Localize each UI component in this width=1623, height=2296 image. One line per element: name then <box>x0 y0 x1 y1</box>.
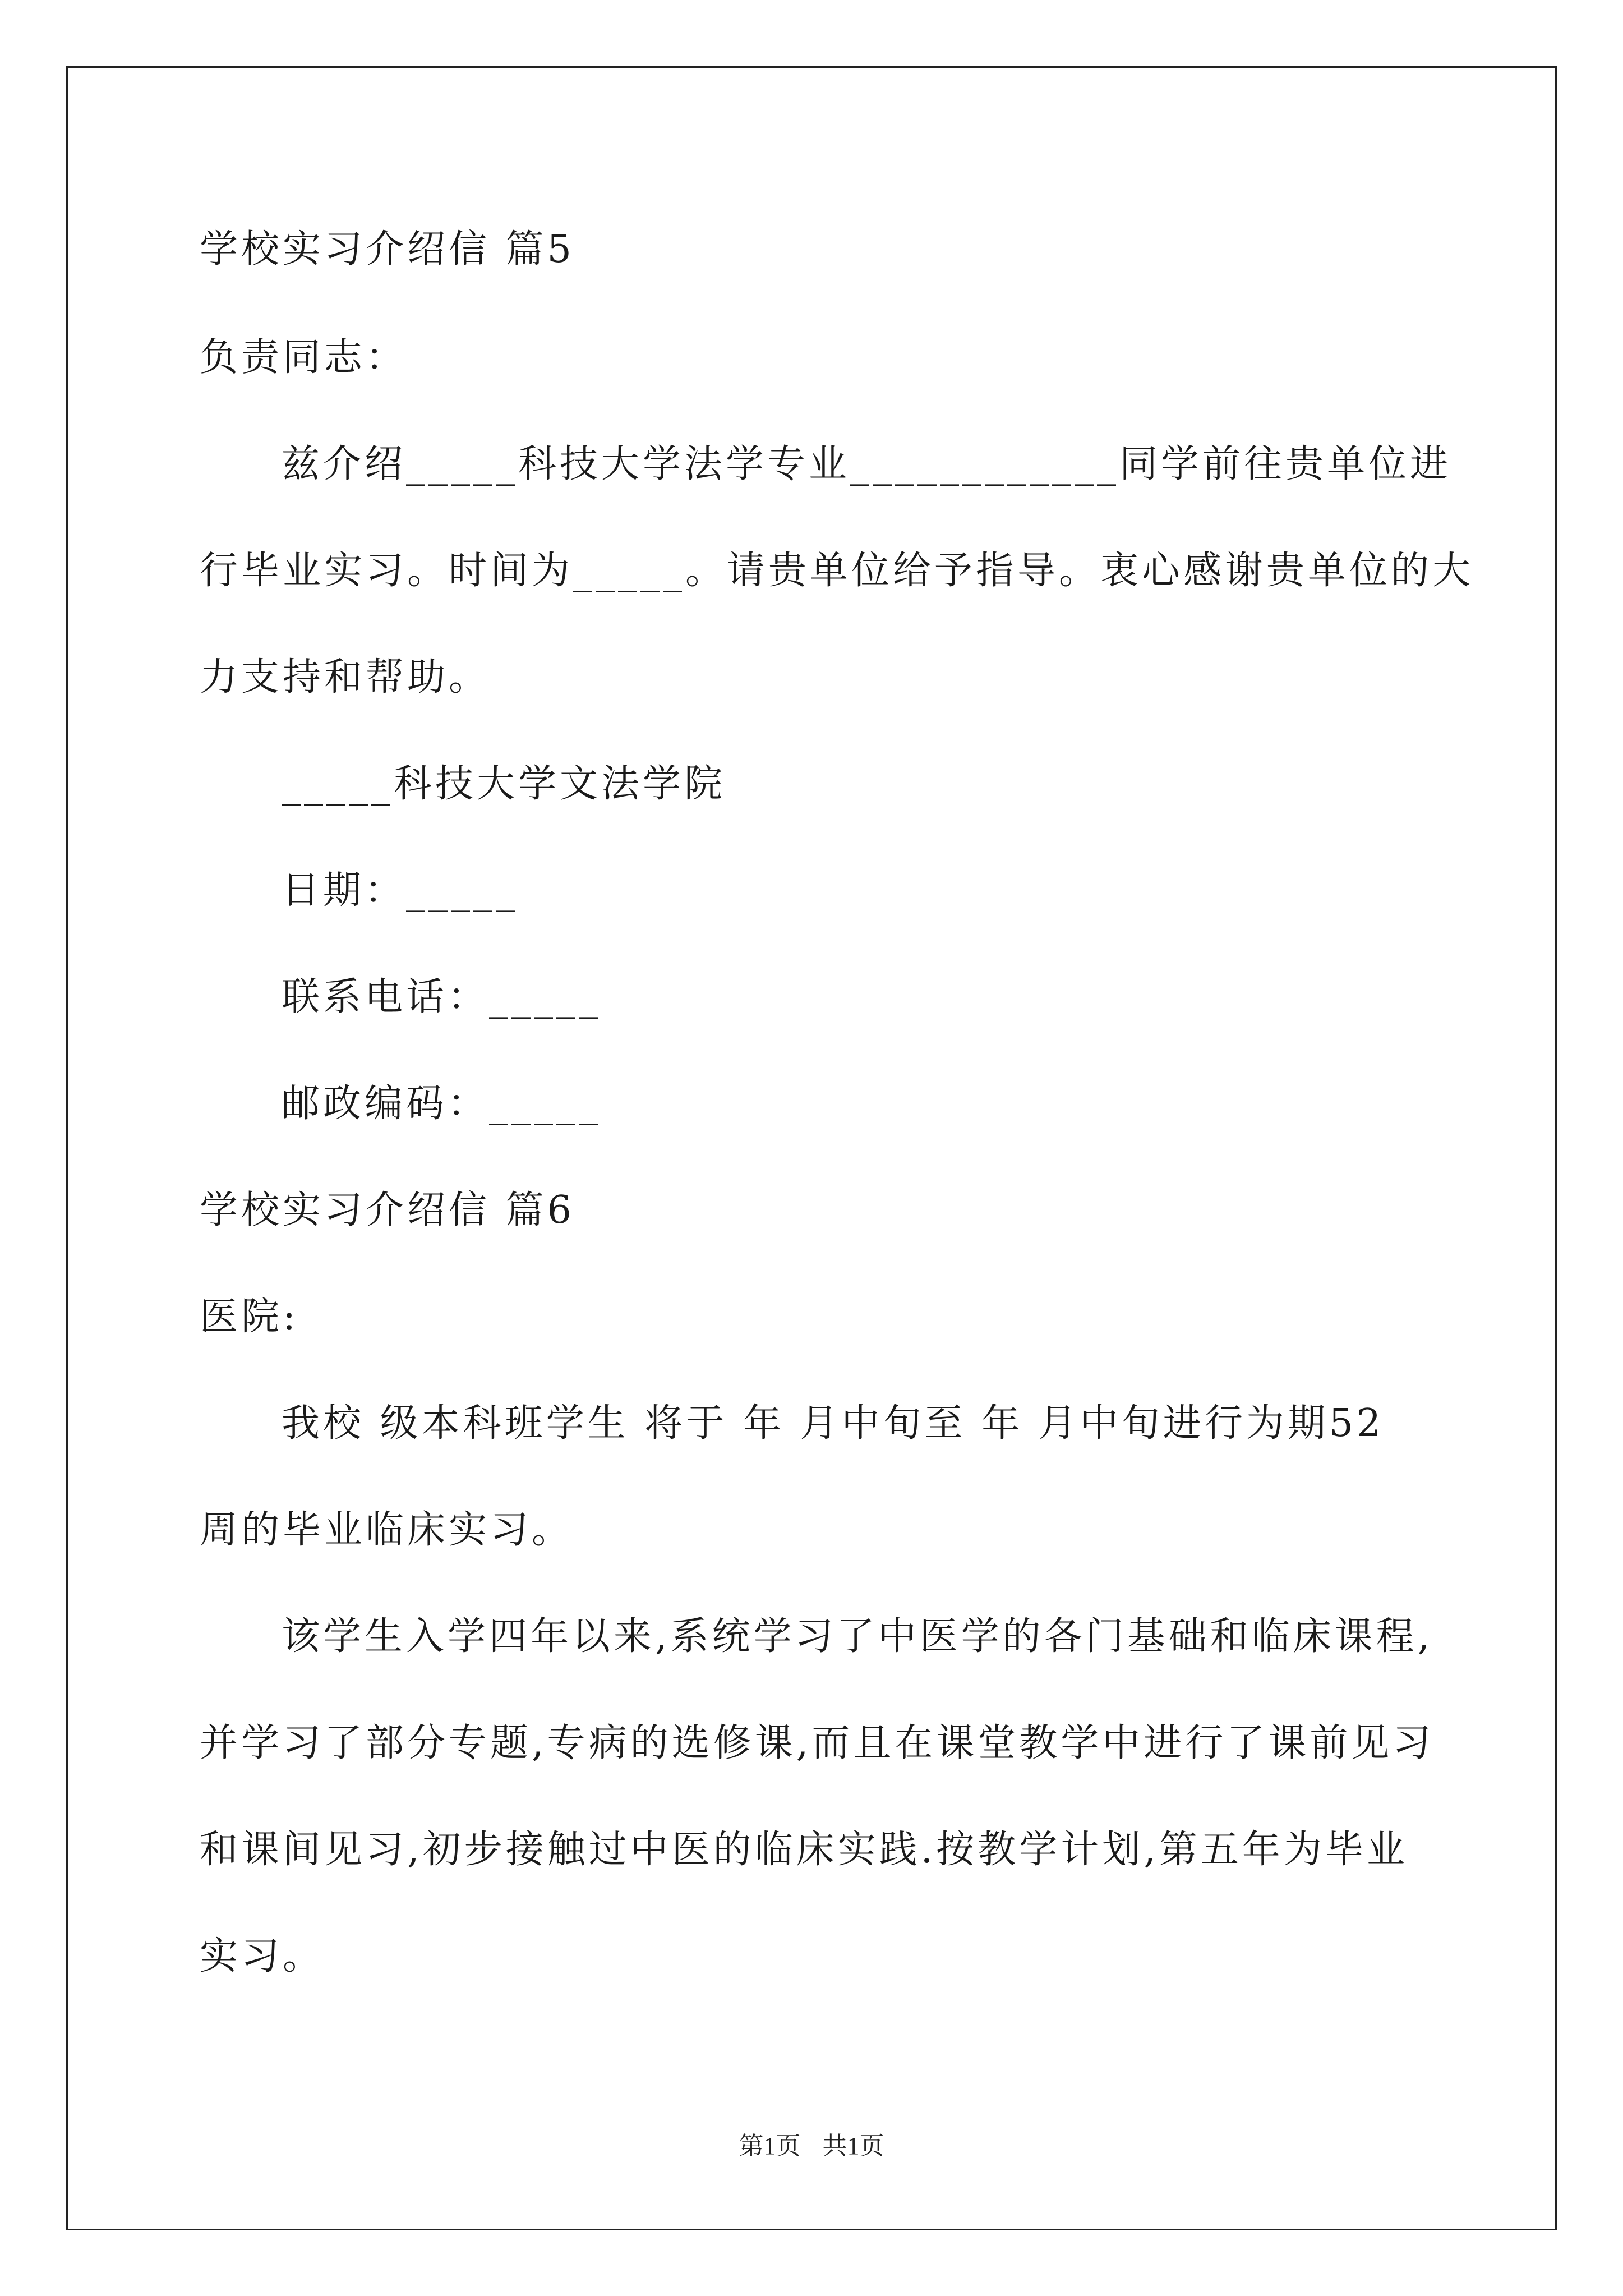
section-6-paragraph-line: 实习。 <box>200 1934 325 1978</box>
section-5-heading: 学校实习介绍信 篇5 <box>200 227 575 272</box>
section-6-heading: 学校实习介绍信 篇6 <box>200 1188 575 1232</box>
section-5-postcode: 邮政编码：_____ <box>282 1082 602 1126</box>
section-5-phone: 联系电话：_____ <box>282 975 602 1019</box>
section-5-date: 日期：_____ <box>282 868 519 913</box>
section-6-paragraph-line: 我校 级本科班学生 将于 年 月中旬至 年 月中旬进行为期52 <box>282 1401 1385 1446</box>
page-number-total: 共1页 <box>822 2132 884 2160</box>
section-5-salutation: 负责同志： <box>200 335 408 380</box>
section-6-paragraph-line: 并学习了部分专题,专病的选修课,而且在课堂教学中进行了课前见习 <box>200 1721 1435 1765</box>
page-number-current: 第1页 <box>739 2132 801 2160</box>
page-border <box>66 66 1557 2230</box>
section-6-paragraph-line: 该学生入学四年以来,系统学习了中医学的各门基础和临床课程, <box>282 1614 1433 1659</box>
section-6-paragraph-line: 周的毕业临床实习。 <box>200 1508 574 1552</box>
section-6-paragraph-line: 和课间见习,初步接触过中医的临床实践.按教学计划,第五年为毕业 <box>200 1828 1408 1872</box>
section-5-paragraph-line: 兹介绍_____科技大学法学专业____________同学前往贵单位进 <box>282 442 1452 486</box>
section-5-paragraph-line: 力支持和帮助。 <box>200 655 491 700</box>
section-6-salutation: 医院: <box>200 1295 299 1339</box>
section-5-paragraph-line: 行毕业实习。时间为_____。请贵单位给予指导。衷心感谢贵单位的大 <box>200 549 1474 593</box>
section-5-signature: _____科技大学文法学院 <box>282 762 726 806</box>
page-footer <box>0 2132 1623 2161</box>
